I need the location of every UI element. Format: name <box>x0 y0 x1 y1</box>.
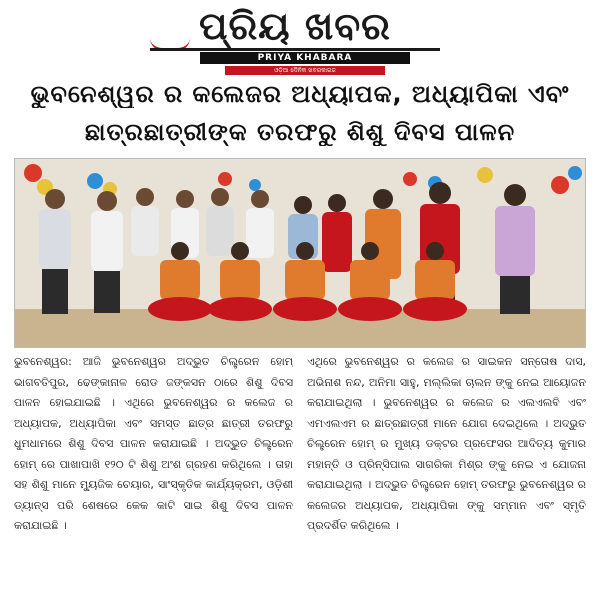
headline-line-1: ଭୁବନେଶ୍ୱର ର କଲେଜର ଅଧ୍ୟାପକ, ଅଧ୍ୟାପିକା ଏବଂ <box>30 80 570 108</box>
article-column-1: ଭୁବନେଶ୍ୱର: ଆଜି ଭୁବନେଶ୍ୱର ଅଦ୍ଭୁତ ଚିଲ୍ଡ୍ରେନ ହୋମ୍ ଭାଗବତିପୁର, ଢେଙ୍କାନାଳ ରୋଡ ଜଙ୍କସନ ଠାରେ ଶିଶୁ ଦିବସ ପାଳନ ହୋଇଯାଇଛି । ଏଥିରେ ଭୁବନେଶ୍ୱର ର କଲେଜ ର ଅଧ୍ୟାପକ, ଅଧ୍ୟାପିକା ଏବଂ ସମସ୍ତ ଛାତ୍ର ଛାତ୍ରୀ ତରଫରୁ ଧୁମଧାମରେ ଶିଶୁ ଦିବସ ପାଳନ କରାଯାଇଛି । ଅଦ୍ଭୁତ ଚିଲ୍ଡ୍ରେନ ହୋମ୍ ରେ ପାଖାପାଖି ୧୨୦ ଟି ଶିଶୁ ଅଂଶ ଗ୍ରହଣ କରିଥିଲେ । ତାହା ସହ ଶିଶୁ ମାନେ ମ୍ୟୁଜିକ ଚେୟାର, ସାଂସ୍କୃତିକ କାର୍ଯ୍ୟକ୍ରମ, ଓଡ଼ିଶୀ ଡ୍ୟାନ୍ସ ପରି ଶେଷରେ କେକ କାଟି ସାଇ ଶିଶୁ ଦିବସ ପାଳନ କରାଯାଇଛି । <box>14 355 293 532</box>
masthead-tagline: ଓଡ଼ିଆ ଦୈନିକ ଖବରକାଗଜ <box>225 66 385 75</box>
group-photo-illustration <box>15 159 585 347</box>
article-body <box>14 352 586 600</box>
masthead <box>0 0 600 78</box>
article-column-2: ଏଥିରେ ଭୁବନେଶ୍ୱର ର କଲେଜ ର ସାଇକନ ସନ୍ତୋଷ ଦାସ, ଅଭିନାଶ ନନ୍ଦ, ଅନିମା ସାହୁ, ମଲ୍ଲିକା ଚାଲନ ଙ୍କୁ ନେଇ ଆୟୋଜନ କରାଯାଇଥିଲା । ଭୁବନେଶ୍ୱର ର କଲେଜ ର ଏଲଏଲବି ଏବଂ ଏମଏଲଏମ ର ଛାତ୍ରଛାତ୍ରୀ ମାନେ ଯୋଗ ଦେଇଥିଲେ । ଅଦ୍ଭୁତ ଚିଲ୍ଡ୍ରେନ ହୋମ୍ ର ମୁଖ୍ୟ ଡକ୍ଟର ପ୍ରଫେସର ଆଦିତ୍ୟ କୁମାର ମହାନ୍ତି ଓ ପ୍ରିନ୍ସିପାଲ ସାଗରିକା ମିଶ୍ର ଙ୍କୁ ନେଇ ଏ ଯୋଜନା କରାଯାଇଥିଲା । ଅଦ୍ଭୁତ ଚିଲ୍ଡ୍ରେନ ହୋମ୍ ତରଫରୁ ଭୁବନେଶ୍ୱର ର କଲେଜର ଅଧ୍ୟାପକ, ଅଧ୍ୟାପିକା ଙ୍କୁ ସମ୍ମାନ ଏବଂ ସ୍ମୃତି ପ୍ରଦର୍ଶିତ କରିଥିଲେ । <box>307 355 586 532</box>
group-photo <box>14 158 586 348</box>
newspaper-logo: ପ୍ରିୟ ଖବର <box>150 4 440 51</box>
headline-line-2: ଛାତ୍ରଛାତ୍ରୀଙ୍କ ତରଫରୁ ଶିଶୁ ଦିବସ ପାଳନ <box>84 118 516 146</box>
masthead-subtitle: PRIYA KHABARA <box>200 52 410 64</box>
